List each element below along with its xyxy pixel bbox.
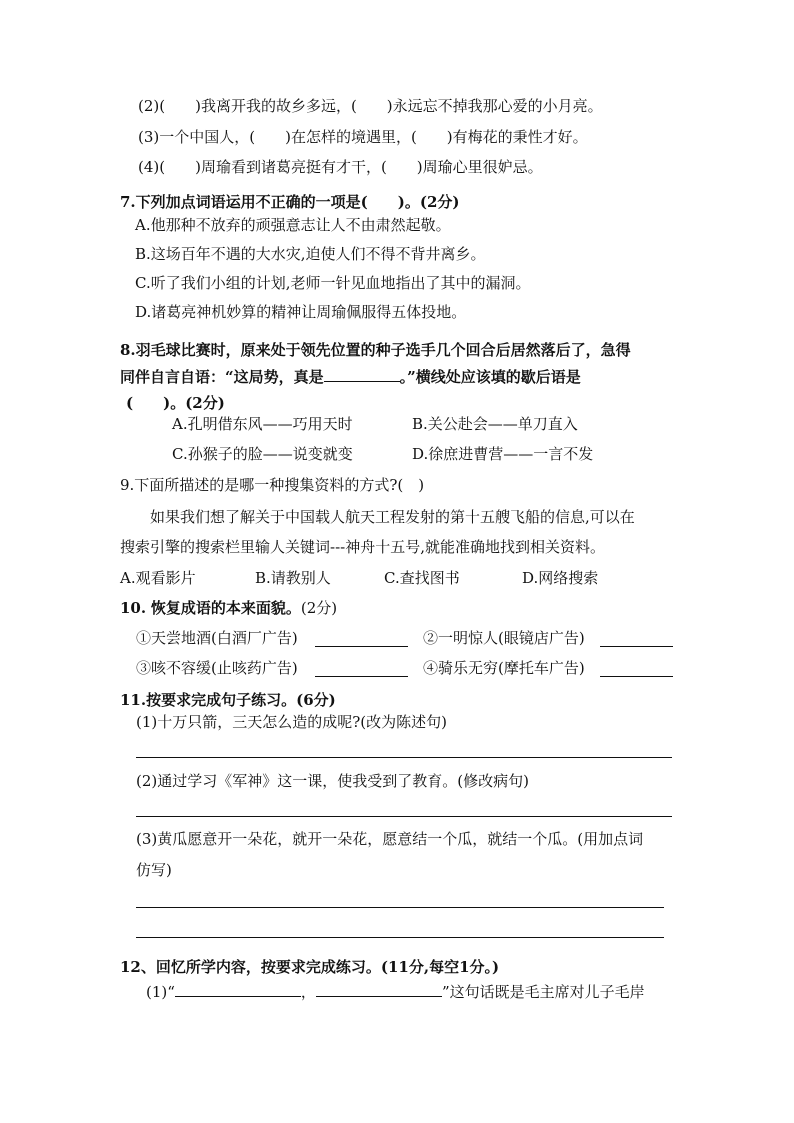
q11-answer-line-3[interactable] (136, 907, 664, 908)
q6-item-3: (3)一个中国人，( )在怎样的境遇里，( )有梅花的秉性才好。 (138, 128, 588, 146)
q7-option-c: C.听了我们小组的计划,老师一针见血地指出了其中的漏洞。 (135, 274, 531, 292)
q8-stem-part-b: 。”横线处应该填的歇后语是 (399, 368, 581, 386)
q10-blank-1[interactable] (315, 646, 408, 647)
q11-sub1: (1)十万只箭，三天怎么造的成呢?(改为陈述句) (136, 713, 447, 731)
q8-option-b: B.关公赴会——单刀直入 (412, 415, 578, 433)
q11-answer-line-4[interactable] (136, 937, 664, 938)
q10-stem (120, 598, 337, 618)
q10-item-4: ④骑乐无穷(摩托车广告) (423, 659, 585, 677)
q10-blank-3[interactable] (315, 676, 408, 677)
q8-stem-line2 (120, 367, 581, 387)
q11-sub3-line1: (3)黄瓜愿意开一朵花，就开一朵花，愿意结一个瓜，就结一个瓜。(用加点词 (136, 830, 644, 848)
q10-blank-2[interactable] (600, 646, 673, 647)
q7-option-b: B.这场百年不遇的大水灾,迫使人们不得不背井离乡。 (135, 245, 486, 263)
q10-item-2: ②一明惊人(眼镜店广告) (423, 629, 585, 647)
q10-title: 恢复成语的本来面貌。 (150, 599, 301, 617)
q8-stem-part-a: 同伴自言自语：“这局势，真是 (120, 368, 324, 386)
q11-sub3-line2: 仿写) (136, 861, 172, 879)
q8-stem-line3: ( )。(2分) (126, 394, 225, 412)
q12-stem: 12、回忆所学内容，按要求完成练习。(11分,每空1分。) (120, 958, 500, 976)
q11-sub2: (2)通过学习《军神》这一课，使我受到了教育。(修改病句) (136, 772, 529, 790)
q9-body-line2: 搜索引擎的搜索栏里输人关键词---神舟十五号,就能准确地找到相关资料。 (120, 538, 605, 556)
q7-option-d: D.诸葛亮神机妙算的精神让周瑜佩服得五体投地。 (135, 303, 467, 321)
q9-option-b: B.请教别人 (255, 569, 331, 587)
q12-blank-2[interactable] (316, 982, 442, 997)
q7-option-a: A.他那种不放弃的顽强意志让人不由肃然起敬。 (135, 216, 451, 234)
q9-option-d: D.网络搜索 (522, 569, 599, 587)
q9-option-c: C.查找图书 (384, 569, 460, 587)
q10-number: 10. (120, 599, 147, 617)
q8-stem-line1: 8.羽毛球比赛时，原来处于领先位置的种子选手几个回合后居然落后了，急得 (120, 341, 631, 359)
q10-item-1: ①天尝地酒(白酒厂广告) (136, 629, 298, 647)
q11-answer-line-1[interactable] (136, 757, 672, 758)
q10-item-3: ③咳不容缓(止咳药广告) (136, 659, 298, 677)
q8-option-d: D.徐庶进曹营——一言不发 (412, 445, 594, 463)
q9-stem: 9.下面所描述的是哪一种搜集资料的方式?( ) (120, 476, 425, 494)
q8-option-c: C.孙猴子的脸——说变就变 (172, 445, 353, 463)
q10-points: (2分) (300, 599, 338, 617)
q12-sub1-comma: ， (300, 983, 316, 1001)
q7-stem: 7.下列加点词语运用不正确的一项是( )。(2分) (120, 193, 460, 211)
q12-sub1 (146, 982, 645, 1002)
q12-sub1-open: (1)“ (146, 983, 175, 1001)
q11-answer-line-2[interactable] (136, 816, 672, 817)
q10-blank-4[interactable] (600, 676, 673, 677)
q8-option-a: A.孔明借东风——巧用天时 (172, 415, 353, 433)
q9-body-line1: 如果我们想了解关于中国载人航天工程发射的第十五艘飞船的信息,可以在 (150, 508, 635, 526)
q11-stem: 11.按要求完成句子练习。(6分) (120, 691, 336, 709)
q8-answer-blank[interactable] (324, 367, 400, 382)
q12-blank-1[interactable] (175, 982, 301, 997)
q6-item-2: (2)( )我离开我的故乡多远，( )永远忘不掉我那心爱的小月亮。 (138, 97, 603, 115)
q9-option-a: A.观看影片 (120, 569, 196, 587)
q6-item-4: (4)( )周瑜看到诸葛亮挺有才干，( )周瑜心里很妒忌。 (138, 158, 543, 176)
q12-sub1-close: ”这句话既是毛主席对儿子毛岸 (441, 983, 645, 1001)
